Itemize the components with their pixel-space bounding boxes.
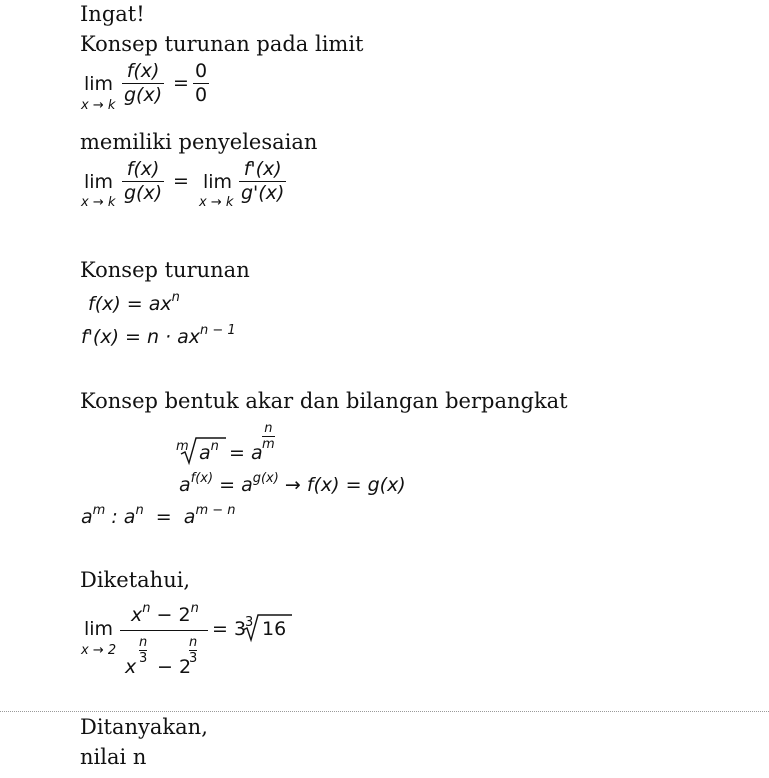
fraction-fprime-over-gprime xyxy=(239,160,286,203)
root-base: a xyxy=(199,442,211,464)
rhs-root-index: 3 xyxy=(245,615,254,630)
exponent: n xyxy=(190,601,199,616)
exponent: n xyxy=(210,439,219,454)
exponent: n xyxy=(142,601,151,616)
lim-label: lim xyxy=(84,73,114,95)
lim-label: lim xyxy=(84,171,114,193)
denominator: g(x) xyxy=(124,84,163,106)
base-a: a xyxy=(179,474,191,496)
asked-value: nilai n xyxy=(80,745,147,769)
numerator: n xyxy=(139,635,148,650)
heading-ingat: Ingat! xyxy=(80,2,145,26)
denominator: g(x) xyxy=(124,182,163,204)
exponent: n − 1 xyxy=(200,323,236,338)
base-a: a xyxy=(81,506,93,528)
root-rhs: = a xyxy=(229,442,263,464)
num-minus-two: − 2 xyxy=(150,604,191,626)
exponent: n xyxy=(171,290,180,305)
exponent-gx: g(x) xyxy=(252,471,279,486)
fraction-bar xyxy=(120,630,208,631)
derivative-result xyxy=(81,323,236,348)
solution-label: memiliki penyelesaian xyxy=(80,130,318,154)
denominator: 3 xyxy=(139,651,148,666)
denominator: 3 xyxy=(189,651,198,666)
page-divider xyxy=(0,711,769,712)
exponent-result: m − n xyxy=(195,503,236,518)
fraction-f-over-g xyxy=(122,62,164,105)
denominator: 0 xyxy=(195,84,208,106)
numerator: 0 xyxy=(195,60,208,82)
exponent-fraction xyxy=(262,422,275,451)
given-numerator xyxy=(131,601,199,626)
exponent-fx: f(x) xyxy=(190,471,214,486)
lim-subscript: x → k xyxy=(81,98,116,113)
colon-a: : a xyxy=(105,506,136,528)
root-concept-title: Konsep bentuk akar dan bilangan berpangkat xyxy=(80,389,568,413)
lim-subscript: x → k xyxy=(199,195,234,210)
exponent-n: n xyxy=(135,503,144,518)
lim-subscript: x → k xyxy=(81,195,116,210)
fraction-zero-over-zero xyxy=(193,62,209,105)
numerator: f'(x) xyxy=(243,158,282,180)
exponent-equality xyxy=(179,471,406,496)
den-exponent-fraction-2 xyxy=(189,636,197,665)
den-minus-two: − 2 xyxy=(157,656,192,678)
root-radicand xyxy=(199,439,219,464)
derivative-function xyxy=(88,290,180,315)
numerator: n xyxy=(189,635,198,650)
lim-label: lim xyxy=(84,618,114,640)
implication: → f(x) = g(x) xyxy=(284,474,406,496)
exponent-m: m xyxy=(92,503,106,518)
asked-title: Ditanyakan, xyxy=(80,715,208,739)
denominator: m xyxy=(262,437,275,452)
equals-sign: = xyxy=(173,72,189,94)
denominator: g'(x) xyxy=(241,182,285,204)
den-exponent-fraction-1 xyxy=(139,636,147,665)
numerator: f(x) xyxy=(126,158,160,180)
lim-subscript: x → 2 xyxy=(81,643,117,658)
equals-a: = a xyxy=(219,474,253,496)
equals-a: = a xyxy=(143,506,196,528)
equals-sign: = xyxy=(173,170,189,192)
num-x: x xyxy=(131,604,143,626)
rhs-radicand: 16 xyxy=(262,618,287,640)
given-rhs: = 3 xyxy=(212,618,247,640)
root-index: m xyxy=(176,439,189,454)
limit-concept-title: Konsep turunan pada limit xyxy=(80,32,364,56)
numerator: n xyxy=(264,421,273,436)
derivative-result-text: f'(x) = n · ax xyxy=(81,326,201,348)
lim-label: lim xyxy=(203,171,233,193)
den-x: x xyxy=(125,656,137,678)
derivative-concept-title: Konsep turunan xyxy=(80,258,250,282)
given-title: Diketahui, xyxy=(80,568,191,592)
numerator: f(x) xyxy=(126,60,160,82)
fraction-f-over-g xyxy=(122,160,164,203)
derivative-function-text: f(x) = ax xyxy=(88,293,172,315)
exponent-division xyxy=(81,503,236,528)
